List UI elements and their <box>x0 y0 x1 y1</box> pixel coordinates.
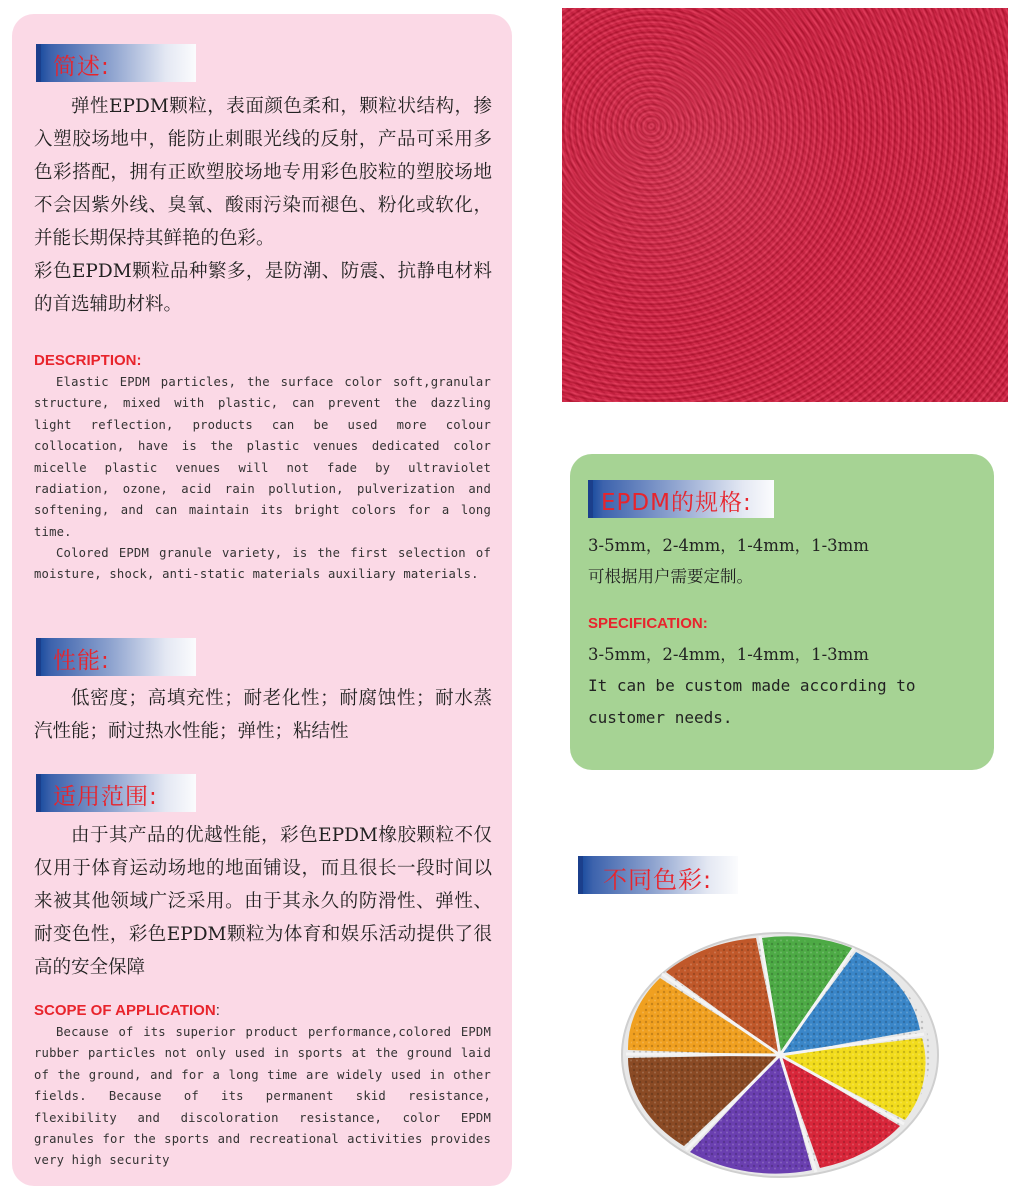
description-paragraph-1: Elastic EPDM particles, the surface color soft,granular structure, mixed with plastic, can prevent the dazzling light reflection, products can be used more colour collocation, have is the plastic venues dedicated color micelle plastic venues will not fade by ultraviolet radiation, ozone, acid rain pollution, pulverization and softening, and can maintain its bright colors for a long time. <box>34 375 491 539</box>
color-granules-dish <box>620 930 940 1180</box>
specs-custom-cn: 可根据用户需要定制。 <box>588 567 753 586</box>
application-heading-tag <box>36 774 196 812</box>
red-granules-photo <box>562 8 1008 402</box>
specs-heading-tag <box>588 480 774 518</box>
application-heading: 适用范围: <box>53 784 158 810</box>
summary-paragraph-1: 弹性EPDM颗粒，表面颜色柔和，颗粒状结构，掺入塑胶场地中，能防止刺眼光线的反射，产品可采用多色彩搭配，拥有正欧塑胶场地专用彩色胶粒的塑胶场地不会因紫外线、臭氧、酸雨污染而褪色、粉化或软化，并能长期保持其鲜艳的色彩。 <box>34 96 492 249</box>
scope-heading-text: SCOPE OF APPLICATION <box>34 1002 216 1019</box>
colors-heading-tag <box>578 856 738 894</box>
scope-text: Because of its superior product performance,colored EPDM rubber particles not only used in sports at the ground laid of the ground, and for a long time are widely used in other fields. Because of its permanent skid resistance, flexibility and discoloration resistance, color EPDM granules for the sports and recreational activities provides very high security <box>34 1025 491 1168</box>
specs-sizes-cn: 3-5mm，2-4mm，1-4mm，1-3mm <box>588 536 869 555</box>
specs-sizes-en: 3-5mm，2-4mm，1-4mm，1-3mm <box>588 645 869 664</box>
application-text: 由于其产品的优越性能，彩色EPDM橡胶颗粒不仅仅用于体育运动场地的地面铺设，而且很长一段时间以来被其他领域广泛采用。由于其永久的防滑性、弹性、耐变色性，彩色EPDM颗粒为体育和娱乐活动提供了很高的安全保障 <box>34 825 492 978</box>
specs-custom-en: It can be custom made according to customer needs. <box>588 676 916 727</box>
summary-paragraph-2: 彩色EPDM颗粒品种繁多，是防潮、防震、抗静电材料的首选辅助材料。 <box>34 261 492 315</box>
summary-heading-tag <box>36 44 196 82</box>
performance-heading-tag <box>36 638 196 676</box>
summary-heading: 简述: <box>53 54 110 80</box>
description-paragraph-2: Colored EPDM granule variety, is the first selection of moisture, shock, anti-static materials auxiliary materials. <box>34 546 491 582</box>
colors-heading: 不同色彩: <box>603 866 713 894</box>
specs-heading: EPDM的规格: <box>601 490 752 516</box>
description-heading: DESCRIPTION: <box>34 352 142 369</box>
scope-heading <box>34 1002 220 1019</box>
performance-text: 低密度；高填充性；耐老化性；耐腐蚀性；耐水蒸汽性能；耐过热水性能；弹性；粘结性 <box>34 688 492 742</box>
specification-heading: SPECIFICATION: <box>588 615 708 632</box>
performance-heading: 性能: <box>53 648 110 674</box>
scope-heading-colon: : <box>215 1002 220 1019</box>
